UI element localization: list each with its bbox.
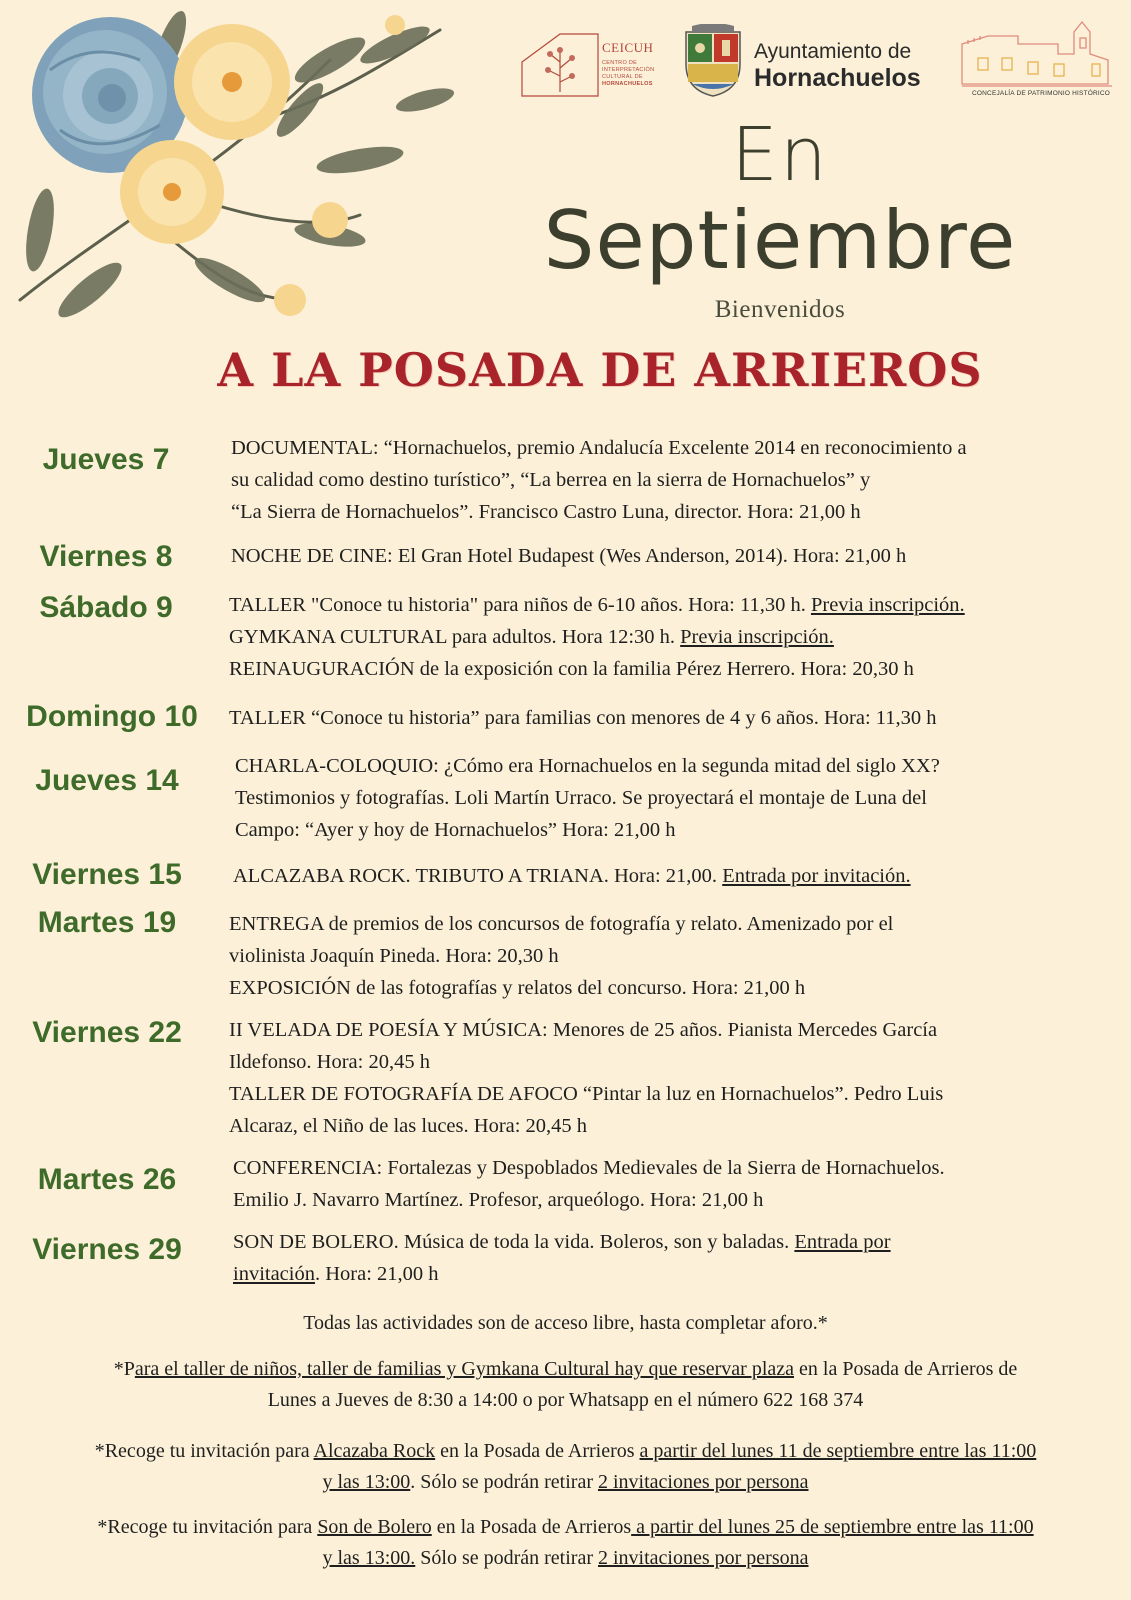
underlined-text: ara el taller de niños, taller de familias y Gymkana Cultural hay que reservar plaza [134, 1358, 795, 1380]
text-segment: Alcaraz, el Niño de las luces. Hora: 20,45 h [229, 1115, 588, 1137]
underlined-text: y las 13:00. [322, 1547, 416, 1569]
title-septiembre: Septiembre [543, 194, 1017, 287]
text-line [229, 589, 965, 621]
event-description [229, 908, 893, 1004]
text-line [0, 1436, 1131, 1467]
event-description [229, 589, 965, 685]
ayuntamiento-line1: Ayuntamiento de [754, 40, 912, 63]
ceicuh-name: CEICUH [602, 40, 654, 55]
underlined-text: a partir del lunes 11 de septiembre entre las 11:00 [639, 1440, 1037, 1462]
title-en: En [731, 112, 829, 198]
text-segment: Todas las actividades son de acceso libre, hasta completar aforo.* [303, 1312, 828, 1334]
text-segment: . Sólo se podrán retirar [410, 1471, 598, 1493]
text-segment: NOCHE DE CINE: El Gran Hotel Budapest (Wes Anderson, 2014). Hora: 21,00 h [231, 545, 907, 567]
text-line [0, 1467, 1131, 1498]
text-segment: Lunes a Jueves de 8:30 a 14:00 o por Whatsapp en el número 622 168 374 [267, 1389, 864, 1411]
text-segment: *Recoge tu invitación para [97, 1516, 318, 1538]
event-description [233, 1226, 891, 1290]
alcazaba-invitation-note [0, 1436, 1131, 1498]
event-day: Sábado 9 [39, 591, 173, 624]
text-line [233, 860, 911, 892]
text-line [231, 496, 967, 528]
text-line [233, 1184, 945, 1216]
text-line [0, 1543, 1131, 1574]
text-line [229, 621, 965, 653]
subtitle-bienvenidos: Bienvenidos [714, 296, 846, 323]
event-description [235, 750, 940, 846]
event-day: Domingo 10 [26, 700, 198, 733]
text-line [229, 1014, 943, 1046]
text-segment: violinista Joaquín Pineda. Hora: 20,30 h [229, 945, 559, 967]
underlined-text: a partir del lunes 25 de septiembre entre las 11:00 [631, 1516, 1034, 1538]
text-line [0, 1354, 1131, 1385]
underlined-text: Previa inscripción. [680, 626, 834, 648]
text-segment: en la Posada de Arrieros de [794, 1358, 1018, 1380]
floral-decoration [0, 0, 470, 350]
event-description [229, 702, 937, 734]
text-line [229, 1110, 943, 1142]
underlined-text: 2 invitaciones por persona [598, 1471, 809, 1493]
text-line [231, 540, 906, 572]
text-segment: II VELADA DE POESÍA Y MÚSICA: Menores de 25 años. Pianista Mercedes García [229, 1019, 938, 1041]
event-day: Viernes 22 [32, 1016, 182, 1049]
underlined-text: Entrada por invitación. [722, 865, 911, 887]
text-line [0, 1512, 1131, 1543]
text-segment: TALLER DE FOTOGRAFÍA DE AFOCO “Pintar la luz en Hornachuelos”. Pedro Luis [229, 1083, 944, 1105]
reservation-note [0, 1354, 1131, 1416]
text-line [229, 1046, 943, 1078]
text-segment: Ildefonso. Hora: 20,45 h [229, 1051, 430, 1073]
text-segment: CONFERENCIA: Fortalezas y Despoblados Medievales de la Sierra de Hornachuelos. [233, 1157, 945, 1179]
coat-of-arms-icon [682, 24, 744, 98]
underlined-text: Entrada por [794, 1231, 891, 1253]
event-day: Viernes 8 [39, 540, 173, 573]
text-segment: Testimonios y fotografías. Loli Martín Urraco. Se proyectará el montaje de Luna del [235, 787, 927, 809]
text-line [235, 814, 940, 846]
event-day: Viernes 15 [32, 858, 182, 891]
underlined-text: Previa inscripción. [810, 594, 965, 616]
underlined-text: Alcazaba Rock [313, 1440, 436, 1462]
event-day: Martes 19 [37, 906, 177, 939]
text-line [229, 972, 893, 1004]
event-description [233, 860, 911, 892]
ceicuh-subtitle: CENTRO DE INTERPRETACIÓN CULTURAL DE HORNACHUELOS [602, 60, 655, 87]
underlined-text: 2 invitaciones por persona [598, 1547, 809, 1569]
concejalia-caption: CONCEJALÍA DE PATRIMONIO HISTÓRICO [972, 90, 1111, 97]
text-segment: DOCUMENTAL: “Hornachuelos, premio Andalucía Excelente 2014 en reconocimiento a [231, 437, 967, 459]
free-access-note [0, 1308, 1131, 1339]
text-segment: Sólo se podrán retirar [415, 1547, 598, 1569]
text-line [233, 1226, 891, 1258]
text-segment: . Hora: 21,00 h [314, 1263, 439, 1285]
text-line [235, 782, 940, 814]
event-day: Jueves 7 [42, 443, 170, 476]
text-line [231, 464, 967, 496]
underlined-text: Son de Bolero [317, 1516, 432, 1538]
text-line [231, 432, 967, 464]
ceicuh-logo [520, 32, 660, 102]
ayuntamiento-line2: Hornachuelos [754, 64, 921, 92]
text-line [0, 1308, 1131, 1339]
text-segment: *Recoge tu invitación para [94, 1440, 314, 1462]
text-segment: ENTREGA de premios de los concursos de fotografía y relato. Amenizado por el [229, 913, 894, 935]
text-line [229, 940, 893, 972]
castle-logo-icon [958, 14, 1118, 102]
underlined-text: y las 13:00 [322, 1471, 411, 1493]
event-day: Martes 26 [37, 1163, 177, 1196]
event-description [229, 1014, 943, 1142]
text-line [229, 1078, 943, 1110]
text-segment: CHARLA-COLOQUIO: ¿Cómo era Hornachuelos en la segunda mitad del siglo XX? [235, 755, 940, 777]
text-line [229, 653, 965, 685]
ayuntamiento-wordmark [754, 40, 921, 92]
text-line [0, 1385, 1131, 1416]
text-segment: en la Posada de Arrieros [435, 1440, 640, 1462]
text-segment: *P [113, 1358, 135, 1380]
text-segment: su calidad como destino turístico”, “La berrea en la sierra de Hornachuelos” y [231, 469, 871, 491]
text-segment: TALLER “Conoce tu historia” para familias con menores de 4 y 6 años. Hora: 11,30 h [229, 707, 937, 729]
event-description [231, 432, 967, 528]
text-line [233, 1152, 945, 1184]
text-segment: Campo: “Ayer y hoy de Hornachuelos” Hora: 21,00 h [235, 819, 676, 841]
bolero-invitation-note [0, 1512, 1131, 1574]
text-segment: “La Sierra de Hornachuelos”. Francisco Castro Luna, director. Hora: 21,00 h [231, 501, 861, 523]
text-segment: EXPOSICIÓN de las fotografías y relatos del concurso. Hora: 21,00 h [229, 977, 806, 999]
text-segment: GYMKANA CULTURAL para adultos. Hora 12:30 h. [229, 626, 681, 648]
event-description [231, 540, 906, 572]
text-line [235, 750, 940, 782]
text-segment: en la Posada de Arrieros [431, 1516, 632, 1538]
text-segment: Emilio J. Navarro Martínez. Profesor, arqueólogo. Hora: 21,00 h [233, 1189, 764, 1211]
text-line [229, 702, 937, 734]
event-day: Viernes 29 [32, 1233, 182, 1266]
text-line [229, 908, 893, 940]
text-segment: TALLER "Conoce tu historia" para niños de 6-10 años. Hora: 11,30 h. [229, 594, 811, 616]
text-line [233, 1258, 891, 1290]
text-segment: SON DE BOLERO. Música de toda la vida. Boleros, son y baladas. [233, 1231, 795, 1253]
event-day: Jueves 14 [35, 764, 179, 797]
venue-title: A LA POSADA DE ARRIEROS [217, 343, 983, 397]
text-segment: REINAUGURACIÓN de la exposición con la familia Pérez Herrero. Hora: 20,30 h [229, 658, 914, 680]
text-segment: ALCAZABA ROCK. TRIBUTO A TRIANA. Hora: 21,00. [233, 865, 723, 887]
underlined-text: invitación [233, 1263, 315, 1285]
event-description [233, 1152, 945, 1216]
